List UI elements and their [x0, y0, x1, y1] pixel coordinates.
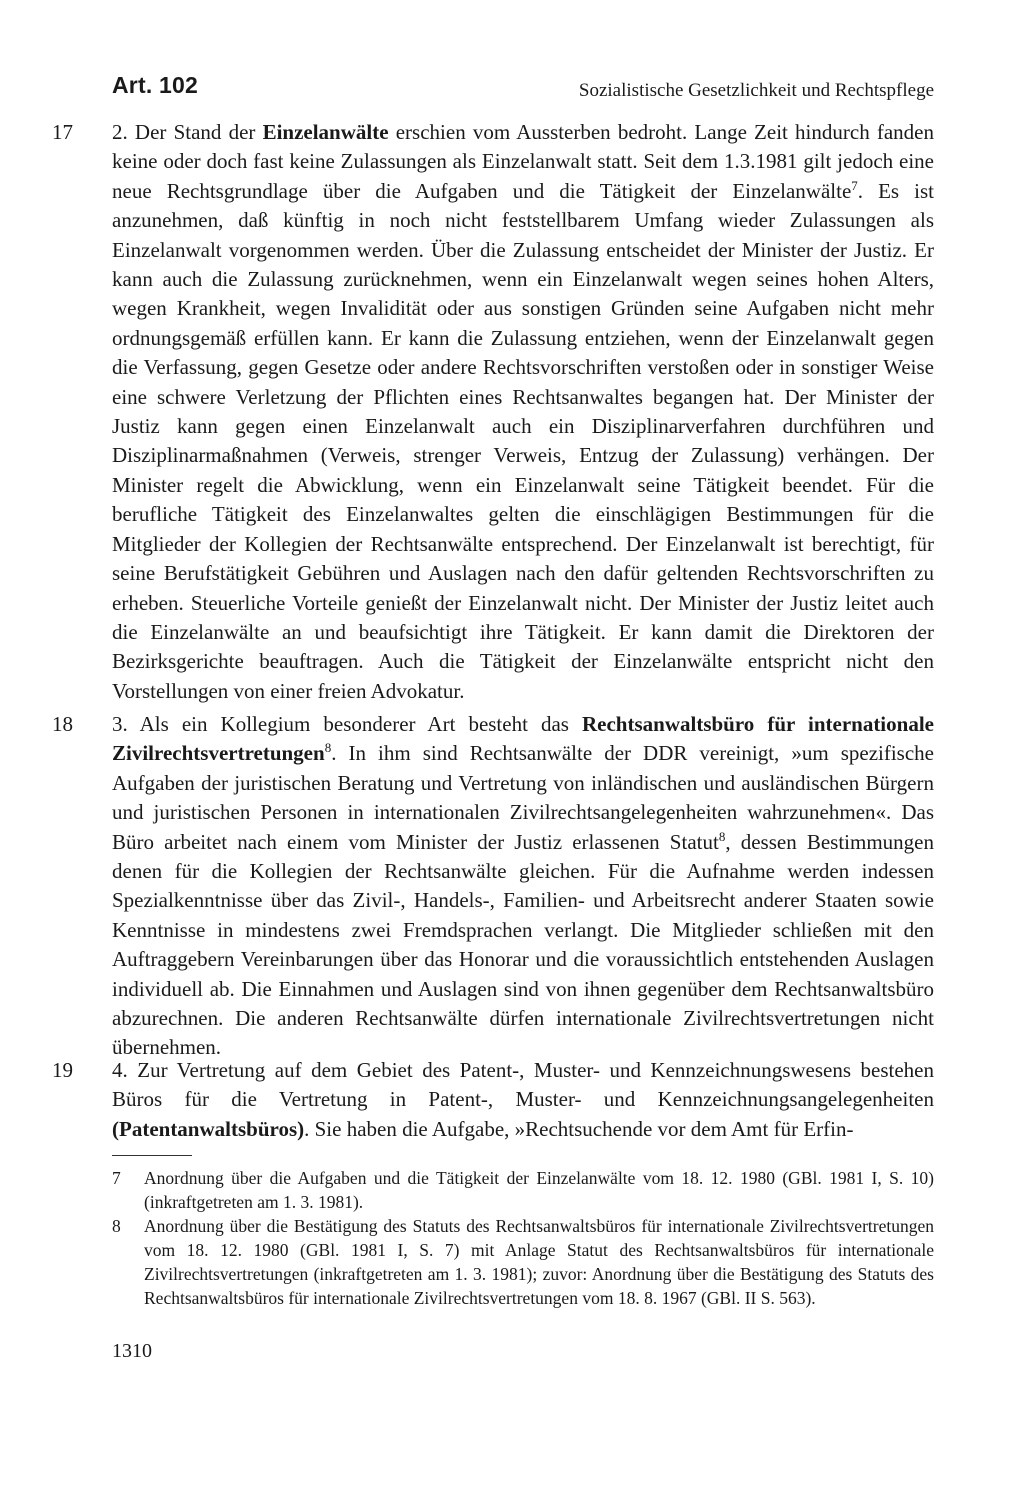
text-run: erschien vom Aussterben bedroht. Lange Zeit hindurch fanden keine oder doch fast keine Zulassungen als Einzelanwalt statt. Seit dem 1.3.1981 gilt jedoch eine neue Rechtsgrundlage über die Aufgaben und die Tätigkeit der Einzelanwälte	[112, 120, 934, 203]
footnote-7	[112, 1166, 934, 1214]
text-run: . Es ist anzunehmen, daß künftig in noch nicht feststellbarem Umfang wieder Zulassungen als Einzelanwalt vorgenommen werden. Über die Zulassung entscheidet der Minister der Justiz. Er kann auch die Zulassung zurücknehmen, wenn ein Einzelanwalt wegen seines hohen Alters, wegen Krankheit, wegen Invalidität oder aus sonstigen Gründen seine Aufgaben nicht mehr ordnungsgemäß erfüllen kann. Er kann die Zulassung entziehen, wenn der Einzelanwalt gegen die Verfassung, gegen Gesetze oder andere Rechtsvorschriften verstoßen oder in sonstiger Weise eine schwere Verletzung der Pflichten eines Rechtsanwaltes begangen hat. Der Minister der Justiz kann gegen einen Einzelanwalt auch ein Disziplinarverfahren durchführen und Disziplinarmaßnahmen (Verweis, strenger Verweis, Entzug der Zulassung) verhängen. Der Minister regelt die Abwicklung, wenn ein Einzelanwalt seine Tätigkeit beendet. Für die berufliche Tätigkeit des Einzelanwaltes gelten die einschlägigen Bestimmungen für die Mitglieder der Kollegien der Rechtsanwälte entsprechend. Der Einzelanwalt ist berechtigt, für seine Berufstätigkeit Gebühren und Auslagen nach den dafür geltenden Rechtsvorschriften zu erheben. Steuerliche Vorteile genießt der Einzelanwalt nicht. Der Minister der Justiz leitet auch die Einzelanwälte an und beaufsichtigt ihre Tätigkeit. Er kann damit die Direktoren der Bezirksgerichte beauftragen. Auch die Tätigkeit der Einzelanwälte entspricht nicht den Vorstellungen von einer freien Advokatur.	[112, 178, 934, 703]
footnote-8	[112, 1214, 934, 1310]
text-run: , dessen Bestimmungen denen für die Kollegien der Rechtsanwälte gleichen. Für die Aufnahme werden indessen Spezialkenntnisse über das Zivil-, Handels-, Familien- und Arbeitsrecht anderer Staaten sowie Kenntnisse in mindestens zwei Fremdsprachen verlangt. Die Mitglieder schließen mit den Auftraggebern Vereinbarungen über das Honorar und die voraussichtlich entstehenden Auslagen individuell ab. Die Einnahmen und Auslagen sind von ihnen gegenüber dem Rechtsanwaltsbüro abzurechnen. Die anderen Rechtsanwälte dürfen internationale Zivilrechtsvertretungen nicht übernehmen.	[112, 829, 934, 1060]
bold-term: Einzelanwälte	[262, 120, 389, 144]
margin-number: 19	[52, 1058, 73, 1082]
footnote-text: Anordnung über die Aufgaben und die Tätigkeit der Einzelanwälte vom 18. 12. 1980 (GBl. 1981 I, S. 10) (inkraftgetreten am 1. 3. 1981).	[144, 1168, 934, 1212]
text-run: 4. Zur Vertretung auf dem Gebiet des Patent-, Muster- und Kennzeichnungswesens bestehen Büros für die Vertretung in Patent-, Muster- und Kennzeichnungsangelegenheiten	[112, 1058, 934, 1112]
footnote-divider	[112, 1155, 192, 1156]
paragraph	[112, 118, 934, 706]
text-run: 3. Als ein Kollegium besonderer Art besteht das	[112, 712, 582, 736]
page-number: 1310	[112, 1340, 152, 1362]
running-title: Sozialistische Gesetzlichkeit und Rechtspflege	[578, 80, 934, 101]
footnote-text: Anordnung über die Bestätigung des Statuts des Rechtsanwaltsbüros für internationale Zivilrechtsvertretungen vom 18. 12. 1980 (GBl. 1981 I, S. 7) mit Anlage Statut des Rechtsanwaltsbüros für internationale Zivilrechtsvertretungen (inkraftgetreten am 1. 3. 1981); zuvor: Anordnung über die Bestätigung des Statuts des Rechtsanwaltsbüros für internationale Zivilrechtsvertretungen vom 18. 8. 1967 (GBl. II S. 563).	[144, 1216, 934, 1308]
footnote-ref: 8	[718, 828, 726, 844]
footnote-ref: 7	[851, 177, 858, 193]
bold-term: Rechtsanwaltsbüro für internationale Zivilrechtsvertretungen	[112, 712, 934, 766]
article-label: Art. 102	[112, 72, 198, 98]
footnote-number: 8	[112, 1216, 121, 1236]
text-run: . In ihm sind Rechtsanwälte der DDR vereinigt, »um spezifische Aufgaben der juristischen Beratung und Vertretung von inländischen und ausländischen Bürgern und juristischen Personen in internationalen Zivilrechtsangelegenheiten wahrzunehmen«. Das Büro arbeitet nach einem vom Minister der Justiz erlassenen Statut	[112, 741, 934, 854]
bold-term: (Patentanwaltsbüros)	[112, 1116, 305, 1141]
paragraph	[112, 1056, 934, 1144]
text-run: 2. Der Stand der	[112, 120, 263, 144]
margin-number: 18	[52, 712, 73, 736]
paragraph	[112, 710, 934, 1063]
text-run: . Sie haben die Aufgabe, »Rechtsuchende vor dem Amt für Erfin-	[304, 1116, 854, 1141]
footnote-ref: 8	[324, 740, 332, 756]
margin-number: 17	[52, 120, 73, 144]
footnote-number: 7	[112, 1168, 121, 1188]
